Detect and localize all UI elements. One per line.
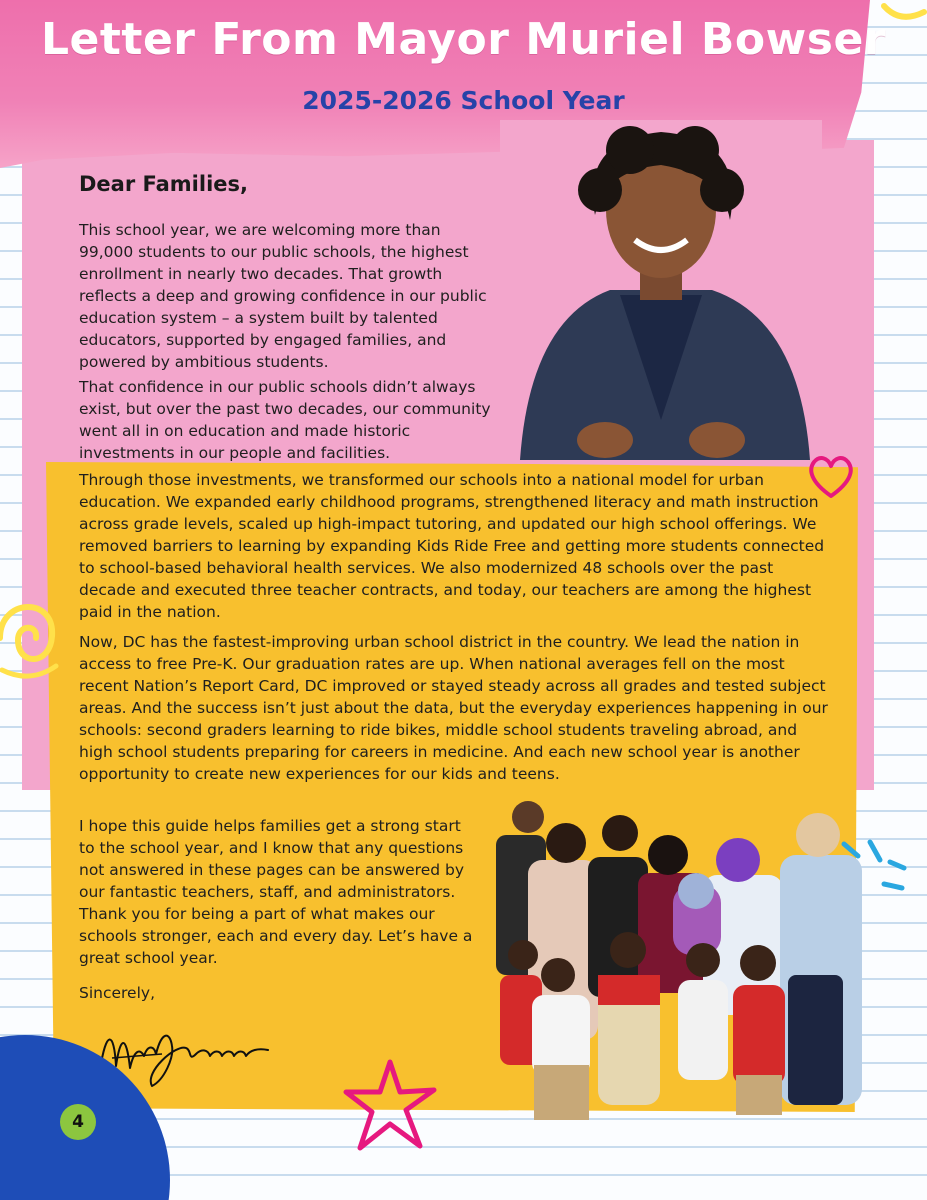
letter-paragraph-2: That confidence in our public schools didn’t always exist, but over the past two decades, our community went all in on education and made historic investments in our people and facilities. xyxy=(79,378,491,462)
star-decoration-icon xyxy=(340,1056,440,1156)
letter-paragraph-1: This school year, we are welcoming more than 99,000 students to our public schools, the highest enrollment in nearly two decades. That growth reflects a deep and growing confidence in our public education system – a system built by talented educators, supported by engaged families, and powered by ambitious students. xyxy=(79,221,487,371)
squiggle-decoration-icon xyxy=(880,0,927,30)
letter-closing: Sincerely, xyxy=(79,984,156,1002)
mayor-portrait-photo xyxy=(500,120,822,460)
letter-paragraph-4: Now, DC has the fastest-improving urban school district in the country. We lead the nation in access to free Pre-K. Our graduation rates are up. When national averages fell on the most recent Nation’s Report Card, DC improved or stayed steady across all grades and tested subject areas. And the success isn’t just about the data, but the everyday experiences happening in our schools: second graders learning to ride bikes, middle school students traveling abroad, and high school students preparing for careers in medicine. And each new school year is another opportunity to create new experiences for our kids and teens. xyxy=(79,633,828,783)
dash-decoration-icon xyxy=(840,838,910,898)
students-group-photo xyxy=(488,795,878,1125)
page-number-badge: 4 xyxy=(60,1104,96,1140)
letter-paragraph-3: Through those investments, we transformed our schools into a national model for urban education. We expanded early childhood programs, strengthened literacy and math instruction across grade levels, scaled up high-impact tutoring, and updated our high school offerings. We removed barriers to learning by expanding Kids Ride Free and getting more students connected to school-based behavioral health services. We also modernized 48 schools over the past decade and executed three teacher contracts, and today, our teachers are among the highest paid in the nation. xyxy=(79,471,825,621)
spiral-decoration-icon xyxy=(0,588,60,684)
letter-paragraph-5: I hope this guide helps families get a strong start to the school year, and I know that any questions not answered in these pages can be answered by our fantastic teachers, staff, and administrators. Thank you for being a part of what makes our schools stronger, each and every day. Let’s have a great school year. xyxy=(79,817,473,967)
letter-greeting: Dear Families, xyxy=(79,172,248,196)
page-title: Letter From Mayor Muriel Bowser xyxy=(41,14,886,65)
page-subtitle: 2025-2026 School Year xyxy=(302,86,625,115)
